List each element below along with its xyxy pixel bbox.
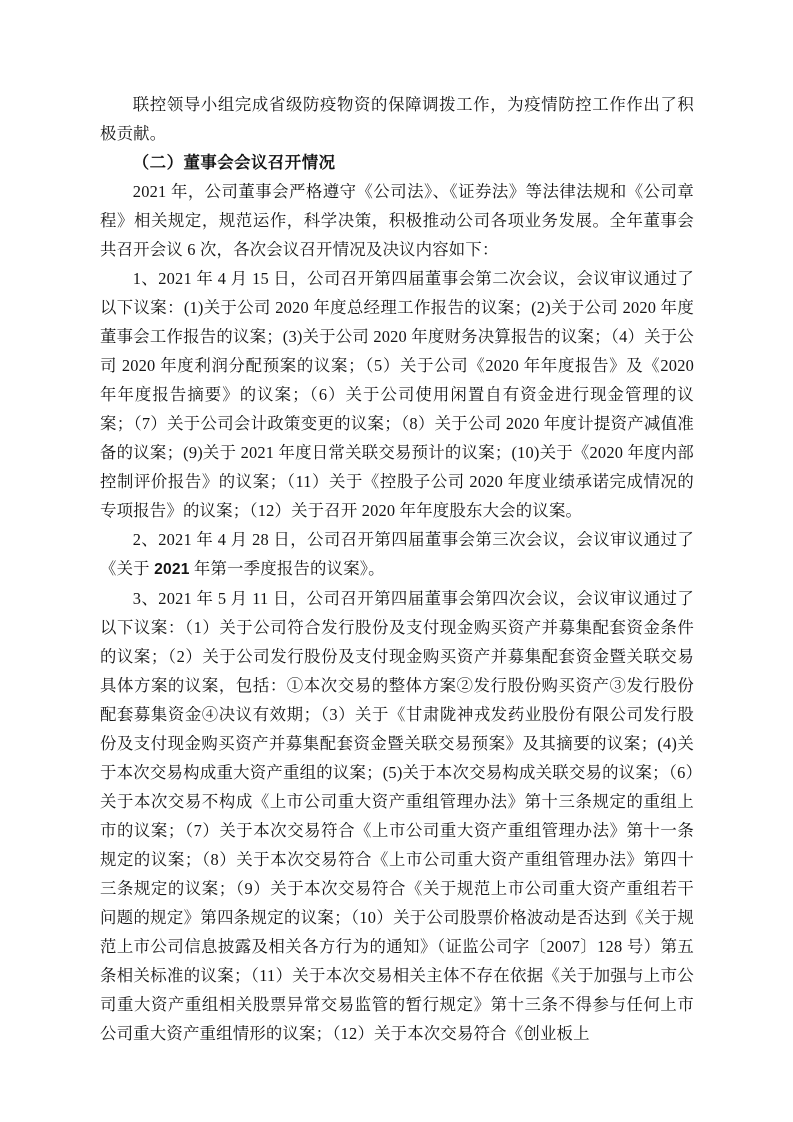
meeting-1-paragraph: 1、2021 年 4 月 15 日，公司召开第四届董事会第二次会议，会议审议通过了以下议案：(1)关于公司 2020 年度总经理工作报告的议案；(2)关于公司 2020 年度董事会工作报告的议案；(3)关于公司 2020 年度财务决算报告的议案；（4）关于公司 2020 年度利润分配预案的议案；（5）关于公司《2020 年年度报告》及《2020 年年度报告摘要》的议案；（6）关于公司使用闲置自有资金进行现金管理的议案；（7）关于公司会计政策变更的议案；（8）关于公司 2020 年度计提资产减值准备的议案；(9)关于 2021 年度日常关联交易预计的议案；(10)关于《2020 年度内部控制评价报告》的议案；（11）关于《控股子公司 2020 年度业绩承诺完成情况的专项报告》的议案；（12）关于召开 2020 年年度股东大会的议案。 [100, 269, 694, 520]
meeting-2-text-after: 年第一季度报告的议案》。 [189, 559, 385, 578]
meeting-3-paragraph: 3、2021 年 5 月 11 日，公司召开第四届董事会第四次会议，会议审议通过了以下议案：（1）关于公司符合发行股份及支付现金购买资产并募集配套资金条件的议案；（2）关于公司发行股份及支付现金购买资产并募集配套资金暨关联交易具体方案的议案，包括：①本次交易的整体方案②发行股份购买资产③发行股份配套募集资金④决议有效期；（3）关于《甘肃陇神戎发药业股份有限公司发行股份及支付现金购买资产并募集配套资金暨关联交易预案》及其摘要的议案；(4)关于本次交易构成重大资产重组的议案；(5)关于本次交易构成关联交易的议案；（6）关于本次交易不构成《上市公司重大资产重组管理办法》第十三条规定的重组上市的议案；（7）关于本次交易符合《上市公司重大资产重组管理办法》第十一条规定的议案；（8）关于本次交易符合《上市公司重大资产重组管理办法》第四十三条规定的议案；（9）关于本次交易符合《关于规范上市公司重大资产重组若干问题的规定》第四条规定的议案；（10）关于公司股票价格波动是否达到《关于规范上市公司信息披露及相关各方行为的通知》（证监公司字〔2007〕128 号）第五条相关标准的议案；（11）关于本次交易相关主体不存在依据《关于加强与上市公司重大资产重组相关股票异常交易监管的暂行规定》第十三条不得参与任何上市公司重大资产重组情形的议案；（12）关于本次交易符合《创业板上 [100, 589, 694, 1043]
meeting-2-year-number: 2021 [154, 561, 190, 578]
intro-paragraph: 联控领导小组完成省级防疫物资的保障调拨工作，为疫情防控工作作出了积极贡献。 [100, 95, 694, 143]
overview-paragraph: 2021 年，公司董事会严格遵守《公司法》、《证券法》等法律法规和《公司章程》相关规定，规范运作，科学决策，积极推动公司各项业务发展。全年董事会共召开会议 6 次，各次会议召开情况及决议内容如下： [100, 182, 694, 259]
meeting-2-text-before: 2、2021 年 4 月 28 日，公司召开第四届董事会第三次会议，会议审议通过了《关于 [100, 530, 694, 578]
page-text-block [100, 90, 694, 1048]
meeting-2-paragraph [100, 525, 694, 584]
section-heading: （二）董事会会议召开情况 [132, 153, 336, 172]
